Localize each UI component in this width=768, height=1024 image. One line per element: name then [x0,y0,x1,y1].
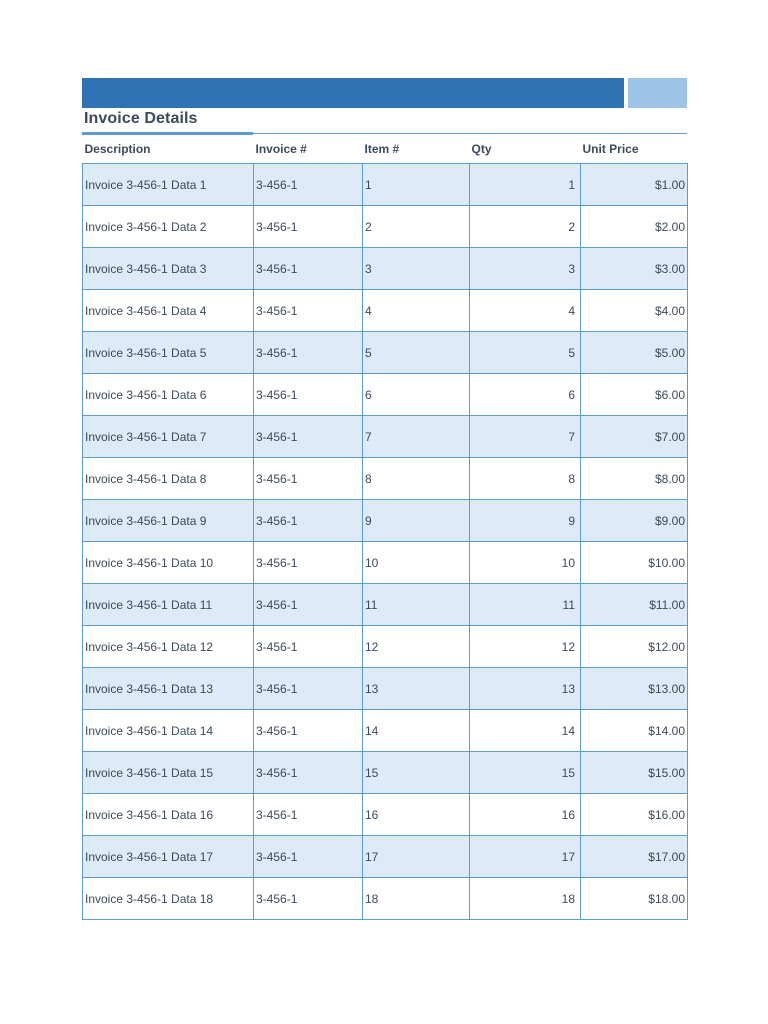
cell-unit-price: $17.00 [581,836,688,878]
cell-item-number: 9 [363,500,470,542]
cell-invoice-number: 3-456-1 [254,206,363,248]
cell-qty: 9 [470,500,581,542]
column-header-item: Item # [363,134,470,164]
cell-item-number: 4 [363,290,470,332]
table-row [83,878,688,920]
cell-item-number: 6 [363,374,470,416]
cell-unit-price: $12.00 [581,626,688,668]
cell-invoice-number: 3-456-1 [254,500,363,542]
cell-qty: 8 [470,458,581,500]
cell-item-number: 14 [363,710,470,752]
cell-unit-price: $5.00 [581,332,688,374]
cell-qty: 11 [470,584,581,626]
table-row [83,752,688,794]
cell-qty: 13 [470,668,581,710]
cell-item-number: 18 [363,878,470,920]
table-row [83,668,688,710]
column-header-invoice: Invoice # [254,134,363,164]
table-row [83,500,688,542]
table-row [83,332,688,374]
cell-description: Invoice 3-456-1 Data 13 [83,668,254,710]
cell-description: Invoice 3-456-1 Data 4 [83,290,254,332]
cell-unit-price: $7.00 [581,416,688,458]
cell-description: Invoice 3-456-1 Data 11 [83,584,254,626]
cell-qty: 1 [470,164,581,206]
cell-invoice-number: 3-456-1 [254,752,363,794]
column-header-unit-price: Unit Price [581,134,688,164]
table-row [83,836,688,878]
cell-qty: 5 [470,332,581,374]
cell-qty: 15 [470,752,581,794]
cell-item-number: 8 [363,458,470,500]
table-row [83,542,688,584]
cell-qty: 6 [470,374,581,416]
cell-qty: 12 [470,626,581,668]
cell-invoice-number: 3-456-1 [254,878,363,920]
cell-qty: 17 [470,836,581,878]
table-header-row [83,134,688,164]
cell-description: Invoice 3-456-1 Data 9 [83,500,254,542]
cell-item-number: 7 [363,416,470,458]
cell-invoice-number: 3-456-1 [254,164,363,206]
cell-description: Invoice 3-456-1 Data 8 [83,458,254,500]
cell-item-number: 13 [363,668,470,710]
cell-item-number: 11 [363,584,470,626]
cell-invoice-number: 3-456-1 [254,668,363,710]
cell-unit-price: $3.00 [581,248,688,290]
cell-unit-price: $2.00 [581,206,688,248]
cell-qty: 16 [470,794,581,836]
cell-invoice-number: 3-456-1 [254,710,363,752]
cell-unit-price: $1.00 [581,164,688,206]
cell-qty: 3 [470,248,581,290]
cell-description: Invoice 3-456-1 Data 7 [83,416,254,458]
cell-qty: 7 [470,416,581,458]
invoice-table [82,134,688,920]
table-row [83,416,688,458]
banner-accent-block [628,78,687,108]
cell-qty: 18 [470,878,581,920]
cell-item-number: 16 [363,794,470,836]
table-row [83,290,688,332]
cell-invoice-number: 3-456-1 [254,374,363,416]
cell-description: Invoice 3-456-1 Data 5 [83,332,254,374]
cell-description: Invoice 3-456-1 Data 16 [83,794,254,836]
table-row [83,458,688,500]
cell-item-number: 17 [363,836,470,878]
cell-item-number: 10 [363,542,470,584]
cell-qty: 10 [470,542,581,584]
table-row [83,374,688,416]
cell-description: Invoice 3-456-1 Data 6 [83,374,254,416]
column-header-qty: Qty [470,134,581,164]
cell-unit-price: $4.00 [581,290,688,332]
cell-invoice-number: 3-456-1 [254,542,363,584]
banner-bar [82,78,624,108]
cell-unit-price: $16.00 [581,794,688,836]
cell-item-number: 3 [363,248,470,290]
table-row [83,626,688,668]
cell-item-number: 1 [363,164,470,206]
table-row [83,710,688,752]
cell-description: Invoice 3-456-1 Data 10 [83,542,254,584]
cell-qty: 2 [470,206,581,248]
cell-description: Invoice 3-456-1 Data 3 [83,248,254,290]
cell-invoice-number: 3-456-1 [254,290,363,332]
cell-unit-price: $14.00 [581,710,688,752]
table-row [83,584,688,626]
section-title: Invoice Details [84,110,198,127]
cell-description: Invoice 3-456-1 Data 12 [83,626,254,668]
header-banner [82,78,687,108]
table-row [83,248,688,290]
cell-invoice-number: 3-456-1 [254,626,363,668]
cell-unit-price: $8.00 [581,458,688,500]
cell-description: Invoice 3-456-1 Data 1 [83,164,254,206]
cell-description: Invoice 3-456-1 Data 14 [83,710,254,752]
cell-unit-price: $9.00 [581,500,688,542]
cell-invoice-number: 3-456-1 [254,332,363,374]
cell-description: Invoice 3-456-1 Data 15 [83,752,254,794]
cell-item-number: 12 [363,626,470,668]
cell-invoice-number: 3-456-1 [254,248,363,290]
table-row [83,164,688,206]
cell-unit-price: $15.00 [581,752,688,794]
cell-unit-price: $18.00 [581,878,688,920]
cell-unit-price: $11.00 [581,584,688,626]
cell-unit-price: $10.00 [581,542,688,584]
column-header-description: Description [83,134,254,164]
cell-invoice-number: 3-456-1 [254,794,363,836]
cell-invoice-number: 3-456-1 [254,416,363,458]
cell-description: Invoice 3-456-1 Data 18 [83,878,254,920]
cell-item-number: 15 [363,752,470,794]
table-row [83,206,688,248]
cell-unit-price: $6.00 [581,374,688,416]
cell-invoice-number: 3-456-1 [254,458,363,500]
cell-item-number: 2 [363,206,470,248]
cell-description: Invoice 3-456-1 Data 17 [83,836,254,878]
cell-invoice-number: 3-456-1 [254,584,363,626]
cell-description: Invoice 3-456-1 Data 2 [83,206,254,248]
cell-invoice-number: 3-456-1 [254,836,363,878]
cell-qty: 4 [470,290,581,332]
cell-item-number: 5 [363,332,470,374]
cell-qty: 14 [470,710,581,752]
cell-unit-price: $13.00 [581,668,688,710]
table-row [83,794,688,836]
